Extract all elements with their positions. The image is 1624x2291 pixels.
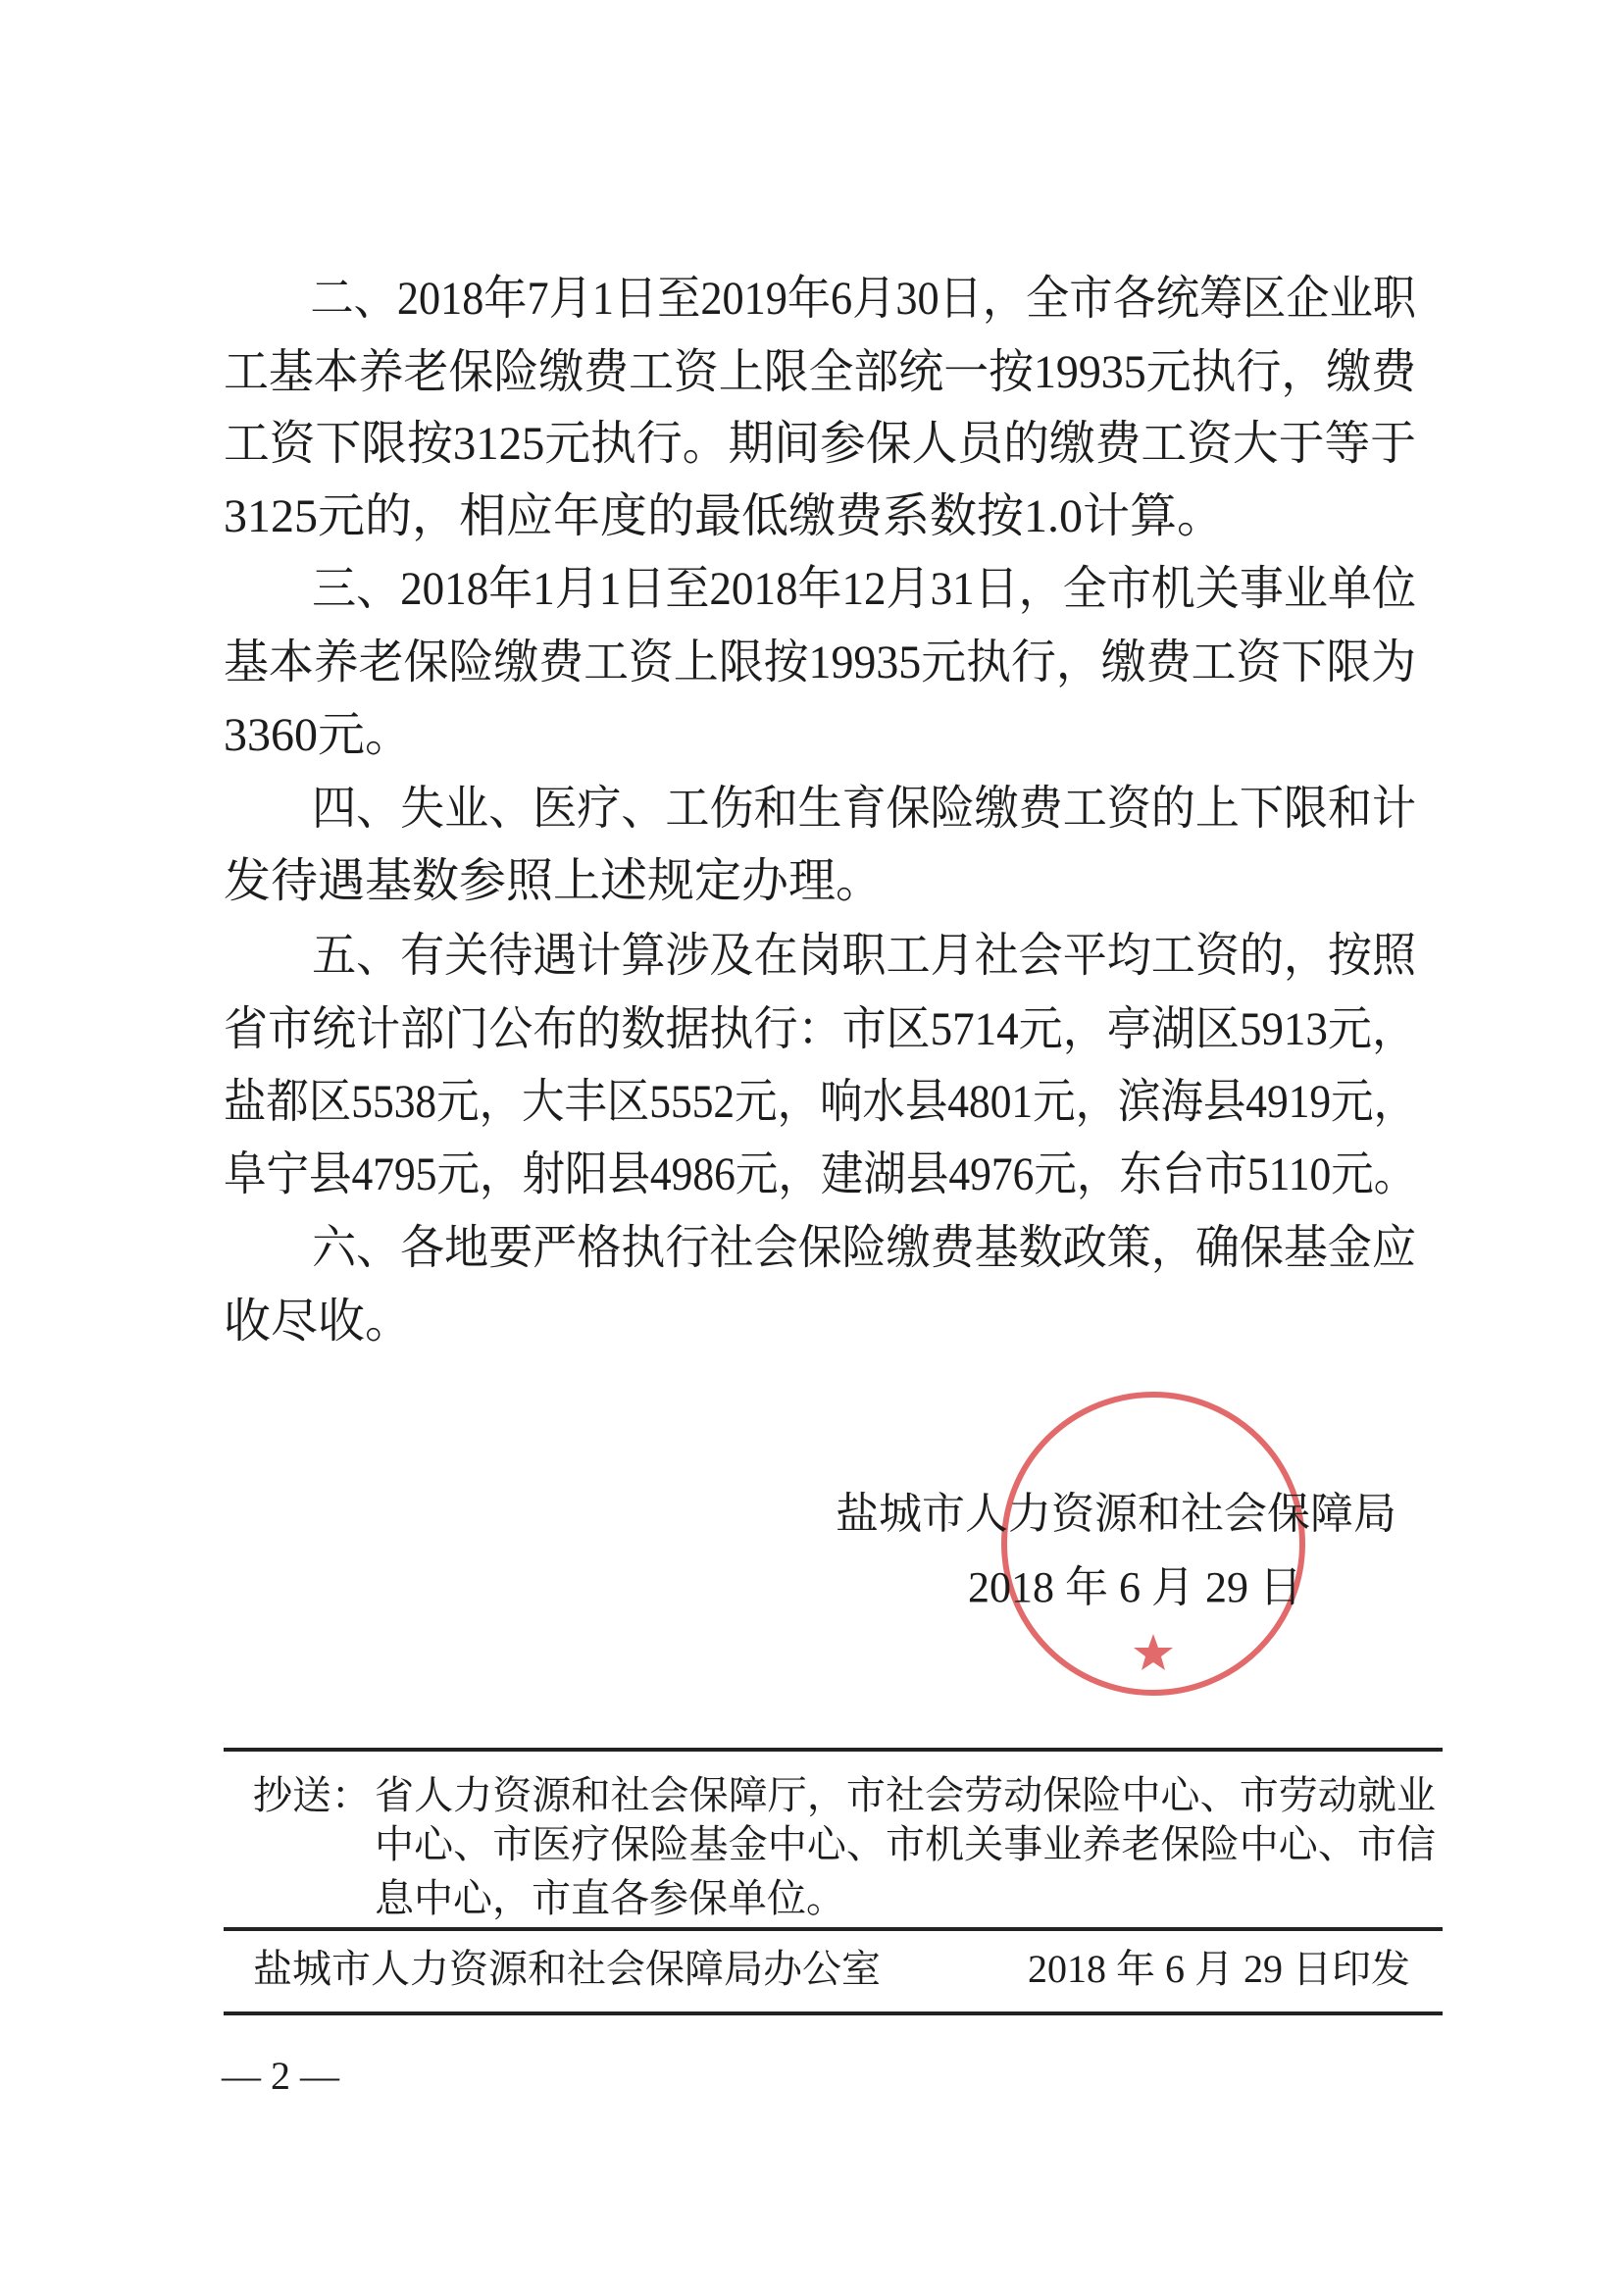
body-line: 基本养老保险缴费工资上限按19935元执行，缴费工资下限为 bbox=[224, 636, 1417, 688]
cc-label: 抄送： bbox=[253, 1773, 371, 1817]
signature-date: 2018 年 6 月 29 日 bbox=[968, 1563, 1302, 1611]
divider-top bbox=[224, 1748, 1443, 1752]
page-number: — 2 — bbox=[222, 2054, 339, 2098]
body-line: 3125元的，相应年度的最低缴费系数按1.0计算。 bbox=[224, 490, 1225, 542]
cc-line: 省人力资源和社会保障厅，市社会劳动保险中心、市劳动就业 bbox=[375, 1773, 1436, 1817]
star-icon bbox=[1134, 1634, 1173, 1670]
body-line: 省市统计部门公布的数据执行：市区5714元，亭湖区5913元， bbox=[224, 1003, 1417, 1055]
body-line: 发待遇基数参照上述规定办理。 bbox=[224, 855, 884, 907]
print-date: 2018 年 6 月 29 日印发 bbox=[1028, 1947, 1410, 1991]
official-seal-stamp bbox=[996, 1387, 1310, 1701]
body-line: 盐都区5538元，大丰区5552元，响水县4801元，滨海县4919元， bbox=[224, 1076, 1417, 1128]
cc-line: 息中心，市直各参保单位。 bbox=[375, 1876, 845, 1920]
body-line: 五、有关待遇计算涉及在岗职工月社会平均工资的，按照 bbox=[224, 930, 1417, 982]
cc-line: 中心、市医疗保险基金中心、市机关事业养老保险中心、市信 bbox=[375, 1822, 1436, 1866]
body-line: 四、失业、医疗、工伤和生育保险缴费工资的上下限和计 bbox=[224, 783, 1417, 835]
body-line: 3360元。 bbox=[224, 709, 413, 761]
body-line: 工基本养老保险缴费工资上限全部统一按19935元执行，缴费 bbox=[224, 346, 1417, 398]
body-line: 六、各地要严格执行社会保险缴费基数政策，确保基金应 bbox=[224, 1222, 1417, 1274]
body-line: 阜宁县4795元，射阳县4986元，建湖县4976元，东台市5110元。 bbox=[224, 1148, 1417, 1200]
body-line: 工资下限按3125元执行。期间参保人员的缴费工资大于等于 bbox=[224, 418, 1417, 470]
issuing-office: 盐城市人力资源和社会保障局办公室 bbox=[253, 1947, 881, 1991]
divider-middle bbox=[224, 1927, 1443, 1931]
issuer-name: 盐城市人力资源和社会保障局 bbox=[836, 1490, 1396, 1538]
divider-bottom bbox=[224, 2011, 1443, 2015]
body-line: 二、2018年7月1日至2019年6月30日，全市各统筹区企业职 bbox=[224, 273, 1417, 325]
body-line: 三、2018年1月1日至2018年12月31日，全市机关事业单位 bbox=[224, 563, 1417, 615]
body-line: 收尽收。 bbox=[224, 1296, 413, 1348]
